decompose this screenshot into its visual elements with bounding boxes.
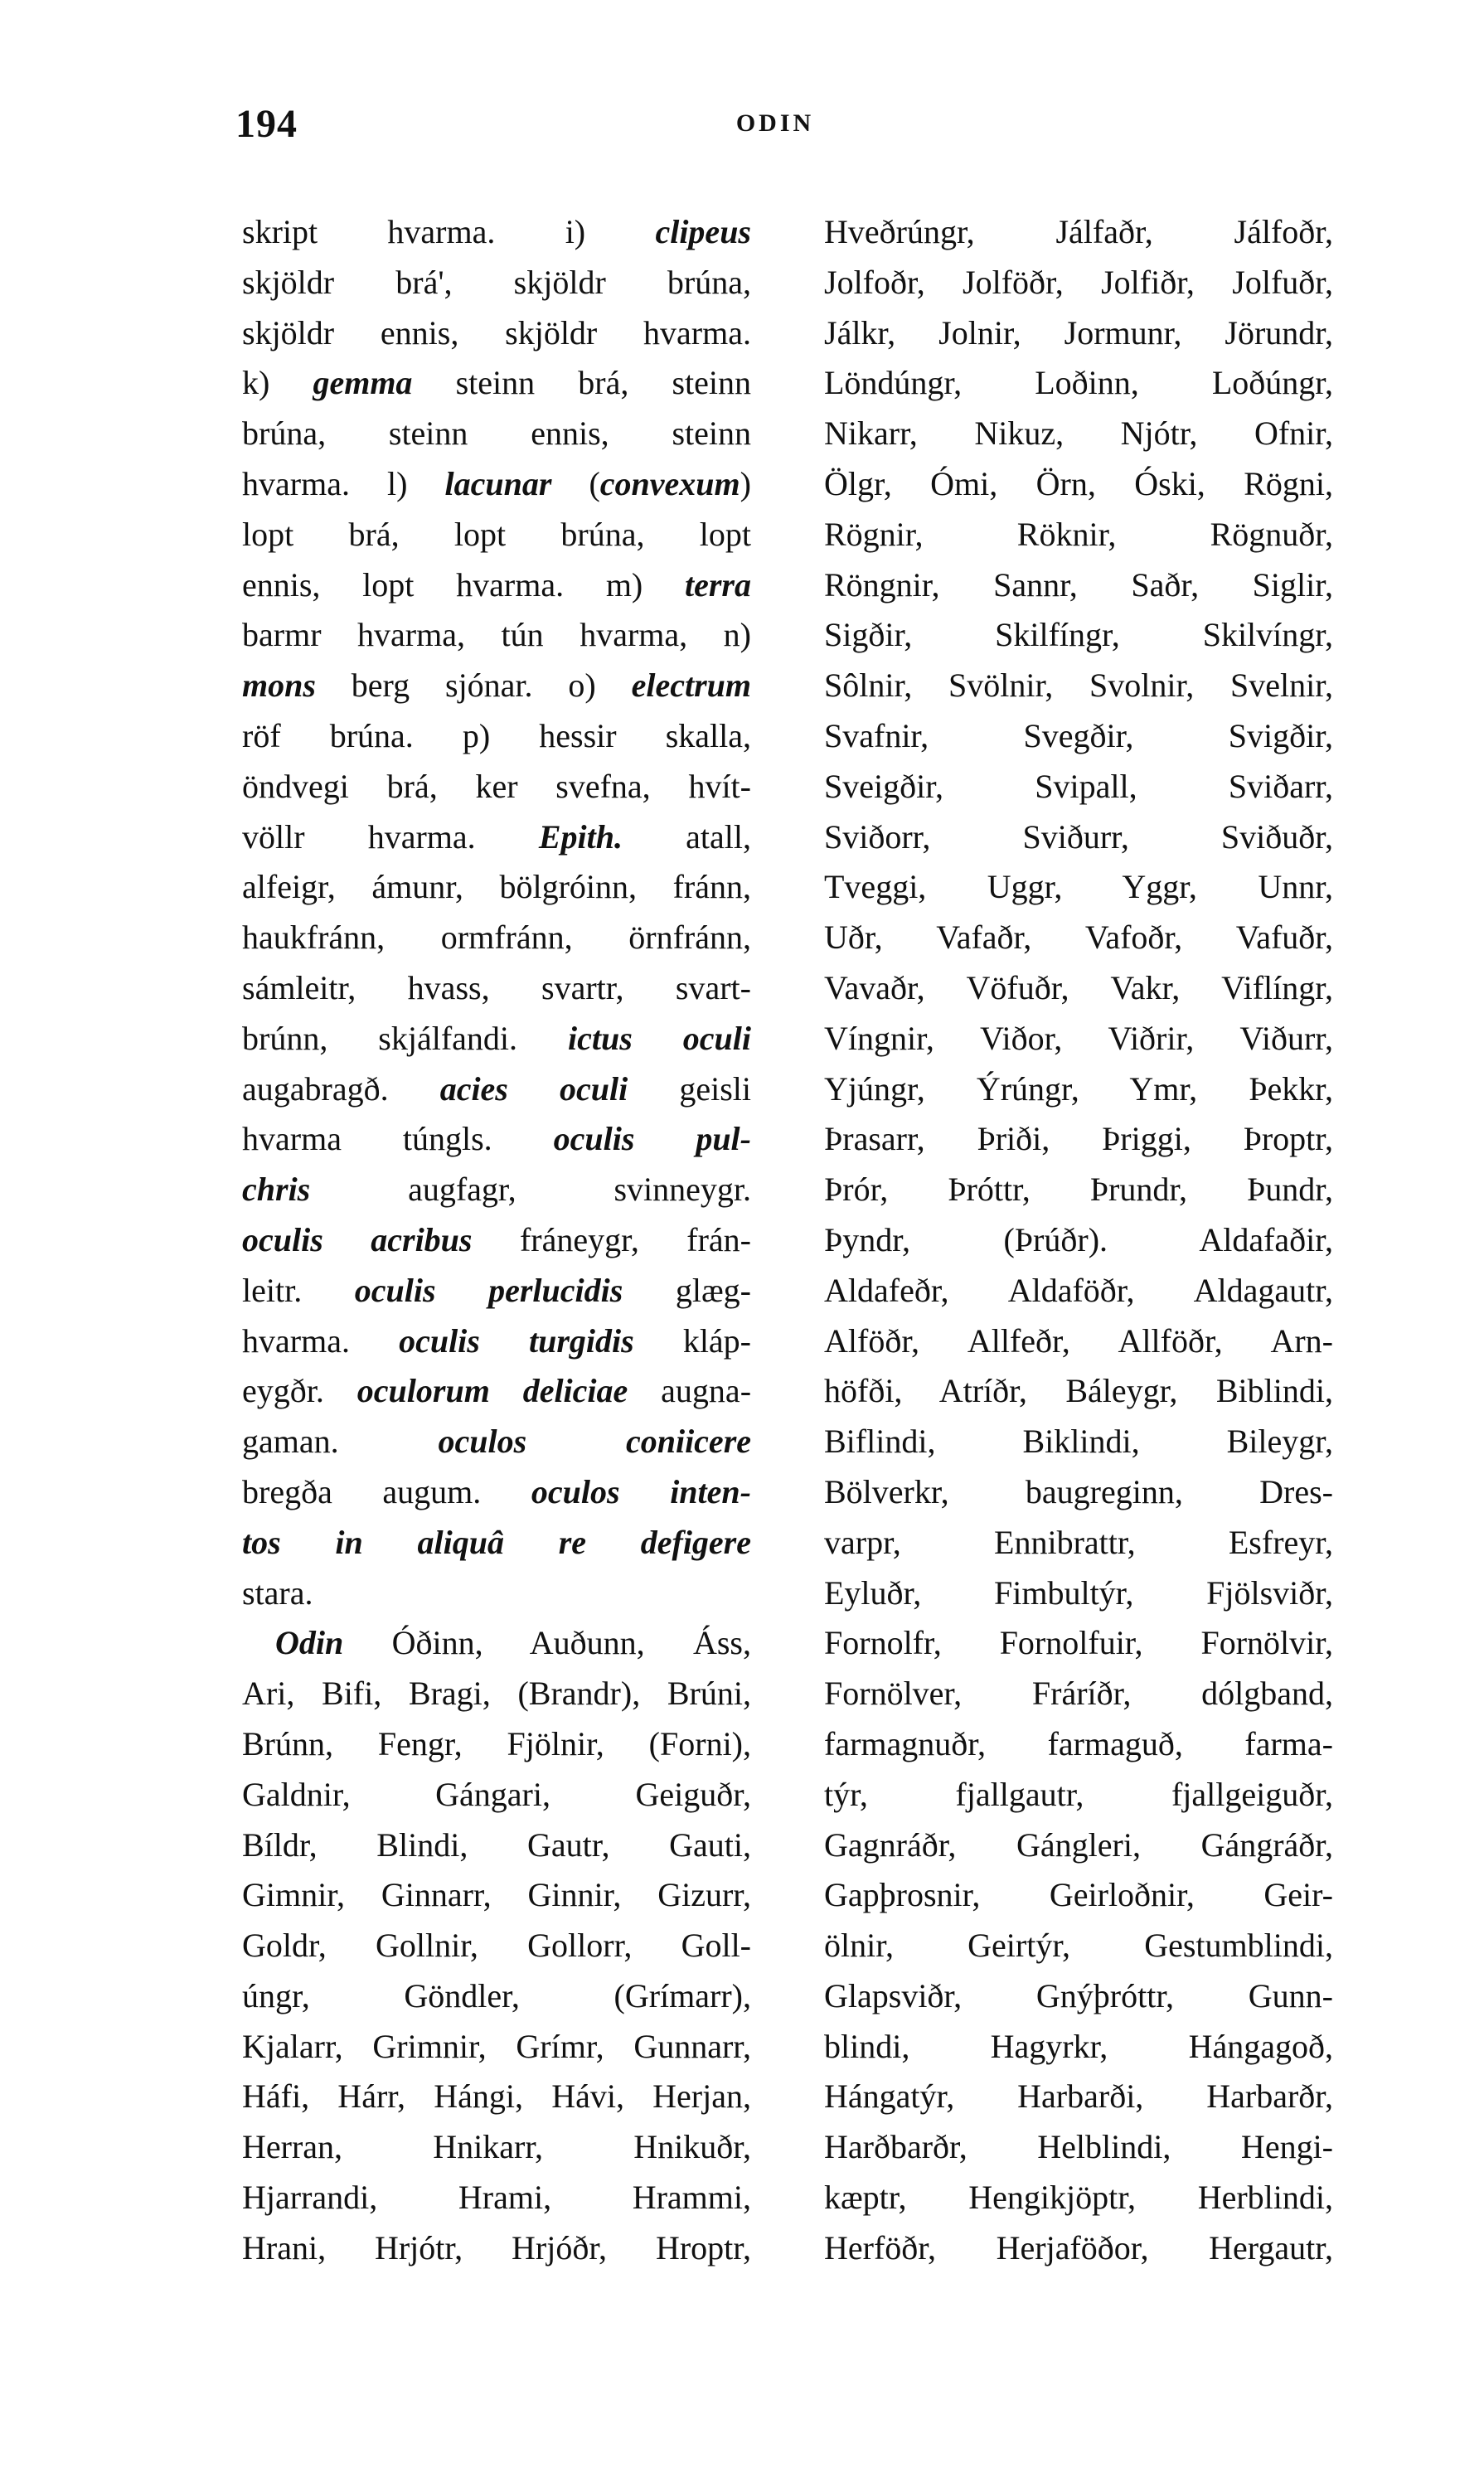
text-line xyxy=(242,862,751,913)
text-segment: Gimnir, Ginnarr, Ginnir, Gizurr, xyxy=(242,1876,751,1914)
text-segment: bregða augum. xyxy=(242,1472,531,1510)
text-line: Svafnir, Svegðir, Svigðir, xyxy=(824,716,1333,754)
text-segment: haukfránn, ormfránn, örnfránn, xyxy=(242,919,751,957)
text-line: Þyndr, (Þrúðr). Aldafaðir, xyxy=(824,1220,1333,1258)
text-line xyxy=(242,762,751,812)
text-line: Þrasarr, Þriði, Þriggi, Þroptr, xyxy=(824,1120,1333,1158)
text-line: Löndúngr, Loðinn, Loðúngr, xyxy=(824,364,1333,402)
text-line xyxy=(242,560,751,611)
text-line: Víngnir, Viðor, Viðrir, Viðurr, xyxy=(824,1019,1333,1057)
text-line xyxy=(242,1820,751,1871)
text-line xyxy=(242,1215,751,1266)
text-line: Alföðr, Allfeðr, Allföðr, Arn- xyxy=(824,1321,1333,1360)
text-line: Harðbarðr, Helblindi, Hengi- xyxy=(824,2128,1333,2166)
text-line xyxy=(242,258,751,308)
text-line: Biflindi, Biklindi, Bileygr, xyxy=(824,1423,1333,1461)
text-segment: ) xyxy=(740,464,751,502)
text-line xyxy=(242,1114,751,1165)
right-text-column xyxy=(824,207,1333,2274)
text-line: Fornolfr, Fornolfuir, Fornölvir, xyxy=(824,1624,1333,1662)
text-segment: fráneygr, frán- xyxy=(472,1220,751,1258)
latin-term: mons xyxy=(242,667,316,705)
text-line: ölnir, Geirtýr, Gestumblindi, xyxy=(824,1927,1333,1965)
text-line xyxy=(242,1669,751,1719)
text-segment: skjöldr ennis, skjöldr hvarma. xyxy=(242,313,751,351)
text-segment: steinn brá, steinn xyxy=(412,364,751,402)
text-segment: ( xyxy=(551,464,600,502)
latin-term: Odin xyxy=(275,1624,344,1662)
text-line xyxy=(242,1618,751,1669)
text-line xyxy=(242,459,751,510)
text-line xyxy=(242,409,751,459)
text-line xyxy=(242,1870,751,1921)
text-line: Þrór, Þróttr, Þrundr, Þundr, xyxy=(824,1171,1333,1209)
text-line: Eyluðr, Fimbultýr, Fjölsviðr, xyxy=(824,1573,1333,1612)
latin-term: oculis perlucidis xyxy=(354,1271,623,1309)
latin-term: oculorum deliciae xyxy=(356,1372,628,1410)
text-line: Gagnráðr, Gángleri, Gángráðr, xyxy=(824,1825,1333,1864)
text-segment: ennis, lopt hvarma. m) xyxy=(242,565,685,604)
text-line: höfði, Atríðr, Báleygr, Biblindi, xyxy=(824,1372,1333,1410)
text-line xyxy=(242,711,751,762)
text-line: kæptr, Hengikjöptr, Herblindi, xyxy=(824,2179,1333,2217)
text-line xyxy=(242,610,751,661)
text-segment: augna- xyxy=(628,1372,752,1410)
left-text-column xyxy=(242,207,751,2274)
text-segment: Goldr, Gollnir, Gollorr, Goll- xyxy=(242,1927,751,1965)
latin-term: chris xyxy=(242,1171,311,1209)
text-line xyxy=(242,2122,751,2173)
latin-term: oculis turgidis xyxy=(399,1321,634,1360)
text-segment: hvarma. xyxy=(242,1321,400,1360)
latin-term: oculos inten- xyxy=(531,1472,751,1510)
latin-term: gemma xyxy=(313,364,413,402)
text-line xyxy=(242,1971,751,2022)
latin-term: lacunar xyxy=(444,464,552,502)
text-line: Yjúngr, Ýrúngr, Ymr, Þekkr, xyxy=(824,1069,1333,1108)
text-segment: brúna, steinn ennis, steinn xyxy=(242,414,751,453)
latin-term: tos in aliquâ re defigere xyxy=(242,1523,751,1561)
text-line: Sôlnir, Svölnir, Svolnir, Svelnir, xyxy=(824,667,1333,705)
text-line: Röngnir, Sannr, Saðr, Siglir, xyxy=(824,565,1333,604)
text-segment: geisli xyxy=(628,1069,751,1108)
text-line: týr, fjallgautr, fjallgeiguðr, xyxy=(824,1775,1333,1813)
text-line xyxy=(242,661,751,711)
text-segment: leitr. xyxy=(242,1271,355,1309)
text-line xyxy=(242,1014,751,1064)
text-segment: skript hvarma. i) xyxy=(242,213,656,250)
text-line: Gapþrosnir, Geirloðnir, Geir- xyxy=(824,1876,1333,1914)
text-line xyxy=(242,1366,751,1417)
text-segment: barmr hvarma, tún hvarma, n) xyxy=(242,616,751,654)
text-line xyxy=(242,2022,751,2072)
text-line: Hángatýr, Harbarði, Harbarðr, xyxy=(824,2077,1333,2116)
text-segment: úngr, Göndler, (Grímarr), xyxy=(242,1976,751,2014)
page-number: 194 xyxy=(235,102,298,146)
text-segment: augabragð. xyxy=(242,1069,440,1108)
text-line: Glapsviðr, Gnýþróttr, Gunn- xyxy=(824,1976,1333,2014)
text-line: Sveigðir, Svipall, Sviðarr, xyxy=(824,767,1333,805)
text-line: Aldafeðr, Aldaföðr, Aldagautr, xyxy=(824,1271,1333,1309)
text-line xyxy=(242,1266,751,1316)
text-line: Jálkr, Jolnir, Jormunr, Jörundr, xyxy=(824,313,1333,351)
text-line: Nikarr, Nikuz, Njótr, Ofnir, xyxy=(824,414,1333,453)
text-segment: skjöldr brá', skjöldr brúna, xyxy=(242,263,751,301)
latin-term: convexum xyxy=(599,464,740,502)
text-segment: röf brúna. p) hessir skalla, xyxy=(242,716,751,754)
text-line: farmagnuðr, farmaguð, farma- xyxy=(824,1724,1333,1762)
text-segment: Hjarrandi, Hrami, Hrammi, xyxy=(242,2179,751,2217)
text-segment: Háfi, Hárr, Hángi, Hávi, Herjan, xyxy=(242,2077,751,2116)
text-line xyxy=(242,358,751,409)
latin-term: electrum xyxy=(631,667,751,705)
latin-term: oculis pul- xyxy=(553,1120,751,1158)
text-line xyxy=(242,207,751,258)
text-line: Fornölver, Fráríðr, dólgband, xyxy=(824,1675,1333,1713)
text-segment: kláp- xyxy=(633,1321,752,1360)
text-line xyxy=(242,812,751,863)
text-segment: völlr hvarma. xyxy=(242,817,539,856)
text-line xyxy=(242,2223,751,2274)
text-segment: eygðr. xyxy=(242,1372,357,1410)
latin-term: acies oculi xyxy=(439,1069,628,1108)
text-line: Tveggi, Uggr, Yggr, Unnr, xyxy=(824,868,1333,906)
text-segment: stara. xyxy=(242,1573,313,1612)
text-line xyxy=(242,913,751,963)
text-line xyxy=(242,308,751,359)
text-line xyxy=(242,1417,751,1467)
text-line xyxy=(242,1921,751,1971)
text-segment: glæg- xyxy=(623,1271,751,1309)
text-line xyxy=(242,1064,751,1115)
text-segment: Kjalarr, Grimnir, Grímr, Gunnarr, xyxy=(242,2027,751,2065)
text-line xyxy=(242,1467,751,1518)
latin-term: terra xyxy=(685,565,751,604)
text-segment: Bíldr, Blindi, Gautr, Gauti, xyxy=(242,1825,751,1864)
text-line xyxy=(242,2173,751,2223)
latin-term: oculis acribus xyxy=(242,1220,473,1258)
text-segment: hvarma. l) xyxy=(242,464,445,502)
latin-term: ictus oculi xyxy=(568,1019,751,1057)
text-line xyxy=(242,1770,751,1820)
text-line xyxy=(242,1568,751,1619)
text-line: Jolfoðr, Jolföðr, Jolfiðr, Jolfuðr, xyxy=(824,263,1333,301)
latin-term: clipeus xyxy=(655,213,751,250)
text-line: Sviðorr, Sviðurr, Sviðuðr, xyxy=(824,817,1333,856)
text-segment: berg sjónar. o) xyxy=(315,667,632,705)
text-segment: brúnn, skjálfandi. xyxy=(242,1019,568,1057)
text-line: Sigðir, Skilfíngr, Skilvíngr, xyxy=(824,616,1333,654)
latin-term: Epith. xyxy=(538,817,623,856)
text-segment: gaman. xyxy=(242,1423,439,1461)
text-segment: öndvegi brá, ker svefna, hvít- xyxy=(242,767,751,805)
text-segment: alfeigr, ámunr, bölgróinn, fránn, xyxy=(242,868,751,906)
text-line xyxy=(242,1518,751,1568)
text-segment: hvarma túngls. xyxy=(242,1120,554,1158)
text-segment: k) xyxy=(242,364,313,402)
running-title: ODIN xyxy=(735,109,815,137)
text-segment: Óðinn, Auðunn, Áss, xyxy=(343,1624,751,1662)
text-segment: augfagr, svinneygr. xyxy=(310,1171,751,1209)
text-segment: Hrani, Hrjótr, Hrjóðr, Hroptr, xyxy=(242,2228,751,2266)
text-line xyxy=(242,2072,751,2122)
text-line xyxy=(242,510,751,560)
text-line: Hveðrúngr, Jálfaðr, Jálfoðr, xyxy=(824,213,1333,250)
text-line xyxy=(242,1165,751,1215)
text-line: Rögnir, Röknir, Rögnuðr, xyxy=(824,515,1333,553)
text-line: Vavaðr, Vöfuðr, Vakr, Viflíngr, xyxy=(824,968,1333,1006)
latin-term: oculos coniicere xyxy=(438,1423,752,1461)
text-line xyxy=(242,1316,751,1367)
text-line: Bölverkr, baugreginn, Dres- xyxy=(824,1472,1333,1510)
text-segment: Ari, Bifi, Bragi, (Brandr), Brúni, xyxy=(242,1675,751,1713)
text-line xyxy=(242,963,751,1014)
text-line: blindi, Hagyrkr, Hángagoð, xyxy=(824,2027,1333,2065)
text-segment: lopt brá, lopt brúna, lopt xyxy=(242,515,751,553)
text-segment: Galdnir, Gángari, Geiguðr, xyxy=(242,1775,751,1813)
text-line: varpr, Ennibrattr, Esfreyr, xyxy=(824,1523,1333,1561)
text-line: Ölgr, Ómi, Örn, Óski, Rögni, xyxy=(824,464,1333,502)
text-segment: atall, xyxy=(622,817,751,856)
text-segment: Brúnn, Fengr, Fjölnir, (Forni), xyxy=(242,1724,751,1762)
text-line xyxy=(242,1719,751,1770)
text-segment: Herran, Hnikarr, Hnikuðr, xyxy=(242,2128,751,2166)
text-line: Uðr, Vafaðr, Vafoðr, Vafuðr, xyxy=(824,919,1333,957)
text-line: Herföðr, Herjaföðor, Hergautr, xyxy=(824,2228,1333,2266)
text-segment: sámleitr, hvass, svartr, svart- xyxy=(242,968,751,1006)
